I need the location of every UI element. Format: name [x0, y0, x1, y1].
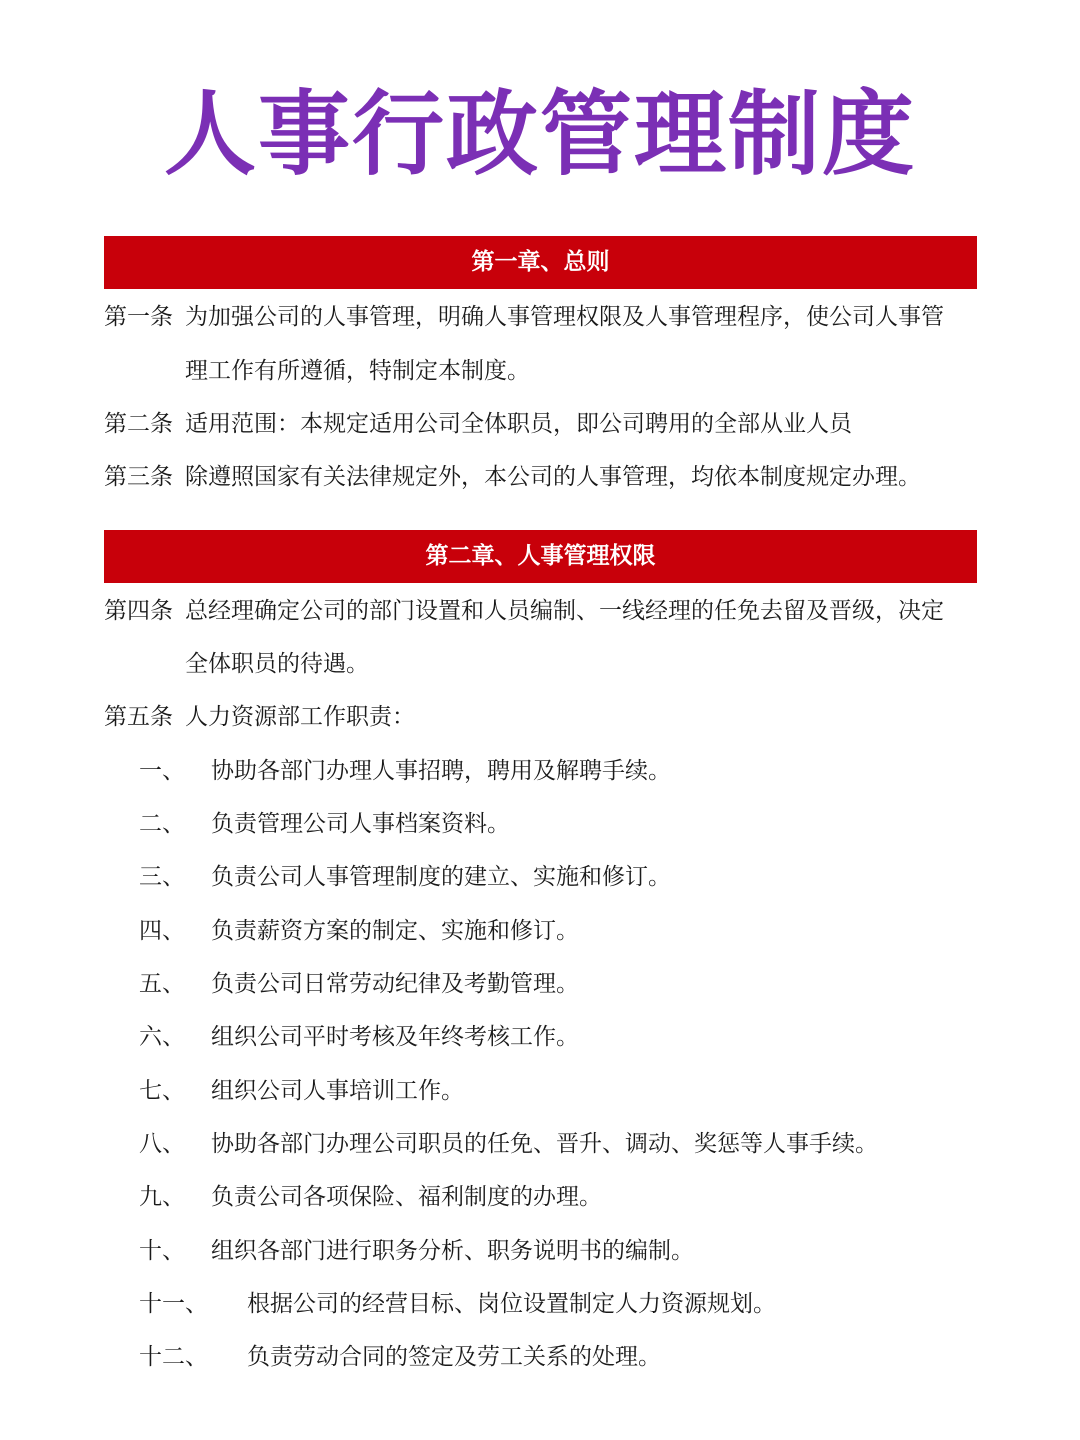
article-text: 除遵照国家有关法律规定外，本公司的人事管理，均依本制度规定办理。: [185, 464, 921, 490]
list-item-text: 负责公司各项保险、福利制度的办理。: [211, 1184, 602, 1210]
list-item-number: 一、: [139, 758, 185, 784]
document-title: 人事行政管理制度: [163, 81, 916, 188]
article-text: 适用范围：本规定适用公司全体职员，即公司聘用的全部从业人员: [185, 411, 852, 437]
article-number: 第一条: [104, 304, 173, 330]
article-number: 第四条: [104, 598, 173, 624]
list-item-number: 二、: [139, 811, 185, 837]
list-item-number: 九、: [139, 1184, 185, 1210]
list-item-text: 协助各部门办理人事招聘，聘用及解聘手续。: [211, 758, 671, 784]
list-item-number: 三、: [139, 864, 185, 890]
list-item-number: 八、: [139, 1131, 185, 1157]
article-text: 总经理确定公司的部门设置和人员编制、一线经理的任免去留及晋级，决定: [185, 598, 944, 624]
list-item-text: 负责管理公司人事档案资料。: [211, 811, 510, 837]
list-item-number: 十一、: [139, 1291, 208, 1317]
list-item-text: 协助各部门办理公司职员的任免、晋升、调动、奖惩等人事手续。: [211, 1131, 878, 1157]
list-item-number: 六、: [139, 1024, 185, 1050]
list-item-text: 负责劳动合同的签定及劳工关系的处理。: [247, 1344, 661, 1370]
list-item-text: 负责公司日常劳动纪律及考勤管理。: [211, 971, 579, 997]
list-item-text: 负责公司人事管理制度的建立、实施和修订。: [211, 864, 671, 890]
article-number: 第二条: [104, 411, 173, 437]
chapter-heading-hr-authority: 第二章、人事管理权限: [104, 530, 977, 583]
list-item-text: 组织各部门进行职务分析、职务说明书的编制。: [211, 1238, 694, 1264]
article-text: 为加强公司的人事管理，明确人事管理权限及人事管理程序，使公司人事管: [185, 304, 944, 330]
list-item-text: 根据公司的经营目标、岗位设置制定人力资源规划。: [247, 1291, 776, 1317]
list-item-number: 五、: [139, 971, 185, 997]
article-text: 理工作有所遵循，特制定本制度。: [185, 358, 530, 384]
list-item-number: 四、: [139, 918, 185, 944]
list-item-text: 负责薪资方案的制定、实施和修订。: [211, 918, 579, 944]
article-number: 第五条: [104, 704, 173, 730]
chapter-heading-general: 第一章、总则: [104, 236, 977, 289]
list-item-number: 七、: [139, 1078, 185, 1104]
list-item-number: 十、: [139, 1238, 185, 1264]
list-item-text: 组织公司平时考核及年终考核工作。: [211, 1024, 579, 1050]
article-text: 人力资源部工作职责：: [185, 704, 415, 730]
article-text: 全体职员的待遇。: [185, 651, 369, 677]
list-item-number: 十二、: [139, 1344, 208, 1370]
article-number: 第三条: [104, 464, 173, 490]
list-item-text: 组织公司人事培训工作。: [211, 1078, 464, 1104]
